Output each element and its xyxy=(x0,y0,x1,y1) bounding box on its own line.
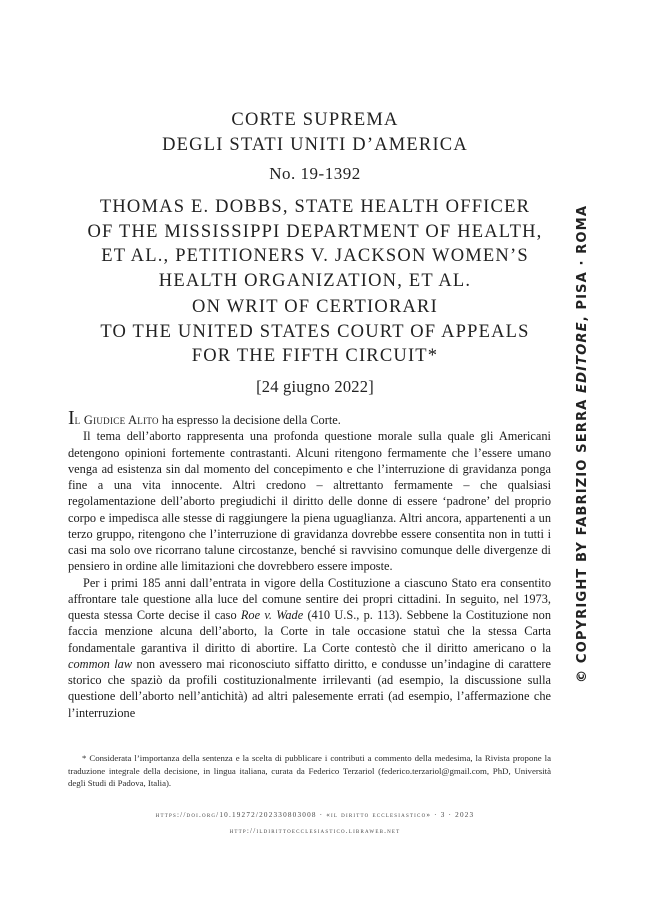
writ-line: FOR THE FIFTH CIRCUIT* xyxy=(191,346,439,366)
paragraph-2: Il tema dell’aborto rappresenta una profonda questione morale sulla quale gli Americani detengono opinioni fortemente contrastanti. Alcuni ritengono fermamente che l’essere umano venga ad esistenza sin dal momento del concepimento e che l’interruzione di gravidanza ponga fine a una vita innocente. Altri credono – altrettanto fermamente – che qualsiasi regolamentazione dell’aborto pregiudichi il diritto delle donne di essere ‘padrone’ del proprio corpo e impedisca alle stesse di raggiungere la piena uguaglianza. Altri ancora, appartenenti a un terzo gruppo, ritengono che l’interruzione di gravidanza dovrebbe essere consentita non in tutti i casi ma solo ove ricorrano talune circostanze, benché si ravvisino comunque delle divergenze di pensiero in ordine alle limitazioni che dovrebbero essere imposte. xyxy=(68,429,551,574)
footer-url-line: http://ildirittoecclesiastico.libraweb.net xyxy=(229,827,401,835)
paragraph-3 xyxy=(68,575,551,721)
copyright-part-3: , PISA · ROMA xyxy=(575,204,590,322)
court-heading xyxy=(60,108,570,158)
paragraph-3-text-c: non avessero mai riconosciuto siffatto diritto, e condusse un’indagine di carattere storico che spaziò da profili costituzionalmente irrilevanti (ad esempio, la discussione sulla questione dell’aborto nell’antichità) ad altri palesemente errati (ad esempio, l’affermazione che l’interruzione xyxy=(68,656,551,720)
copyright-part-2: EDITORE xyxy=(575,321,590,393)
first-line-rest: ha espresso la decisione della Corte. xyxy=(158,413,341,427)
common-law-term: common law xyxy=(68,656,133,671)
paragraph-3-text-a: Per i primi 185 anni dall’entrata in vigore della Costituzione a ciascuno Stato era consentito affrontare tale questione alla luce del comune sentire dei propri cittadini. In seguito, nel 1973, questa stessa Corte decise il caso xyxy=(68,575,551,622)
court-line-1: CORTE SUPREMA xyxy=(231,110,399,130)
writ-heading xyxy=(60,295,570,369)
drop-initial: I xyxy=(68,407,75,429)
parties-line: ET AL., PETITIONERS V. JACKSON WOMEN’S xyxy=(101,246,529,266)
parties-line: THOMAS E. DOBBS, STATE HEALTH OFFICER xyxy=(99,197,531,217)
opinion-text xyxy=(68,407,552,721)
parties-line: OF THE MISSISSIPPI DEPARTMENT OF HEALTH, xyxy=(87,221,543,242)
footnote-text: * Considerata l’importanza della sentenza e la scelta di pubblicare i contributi a commento della medesima, la Rivista propone la traduzione integrale della decisione, in lingua italiana, curata da Federico Terzariol (federico.terzariol@gmail.com, PhD, Università degli Studi di Padova, Italia). xyxy=(68,753,551,789)
opinion-first-line xyxy=(68,407,551,429)
parties-heading xyxy=(60,195,570,293)
parties-line: HEALTH ORGANIZATION, ET AL. xyxy=(158,270,472,291)
case-citation: Roe v. Wade xyxy=(240,608,304,622)
footer-doi-line: https://doi.org/10.19272/202330803008 · «il diritto ecclesiastico» · 3 · 2023 xyxy=(155,811,475,819)
justice-name: l Giudice Alito xyxy=(74,413,159,427)
writ-line: TO THE UNITED STATES COURT OF APPEALS xyxy=(100,321,530,342)
court-line-2: DEGLI STATI UNITI D’AMERICA xyxy=(162,135,468,155)
paragraph-3-text-b: (410 U.S., p. 113). Sebbene la Costituzione non faccia menzione alcuna dell’aborto, la Corte in tale occasione statuì che la stessa Carta fondamentale garantiva il diritto di abortire. La Corte contestò che il diritto americano o la xyxy=(68,608,552,655)
copyright-part-1: © COPYRIGHT BY FABRIZIO SERRA xyxy=(575,392,590,683)
writ-line: ON WRIT OF CERTIORARI xyxy=(192,297,438,317)
case-number: No. 19-1392 xyxy=(269,164,361,183)
decision-date: [24 giugno 2022] xyxy=(256,377,374,396)
footnote xyxy=(68,752,551,790)
copyright-notice xyxy=(575,205,590,683)
